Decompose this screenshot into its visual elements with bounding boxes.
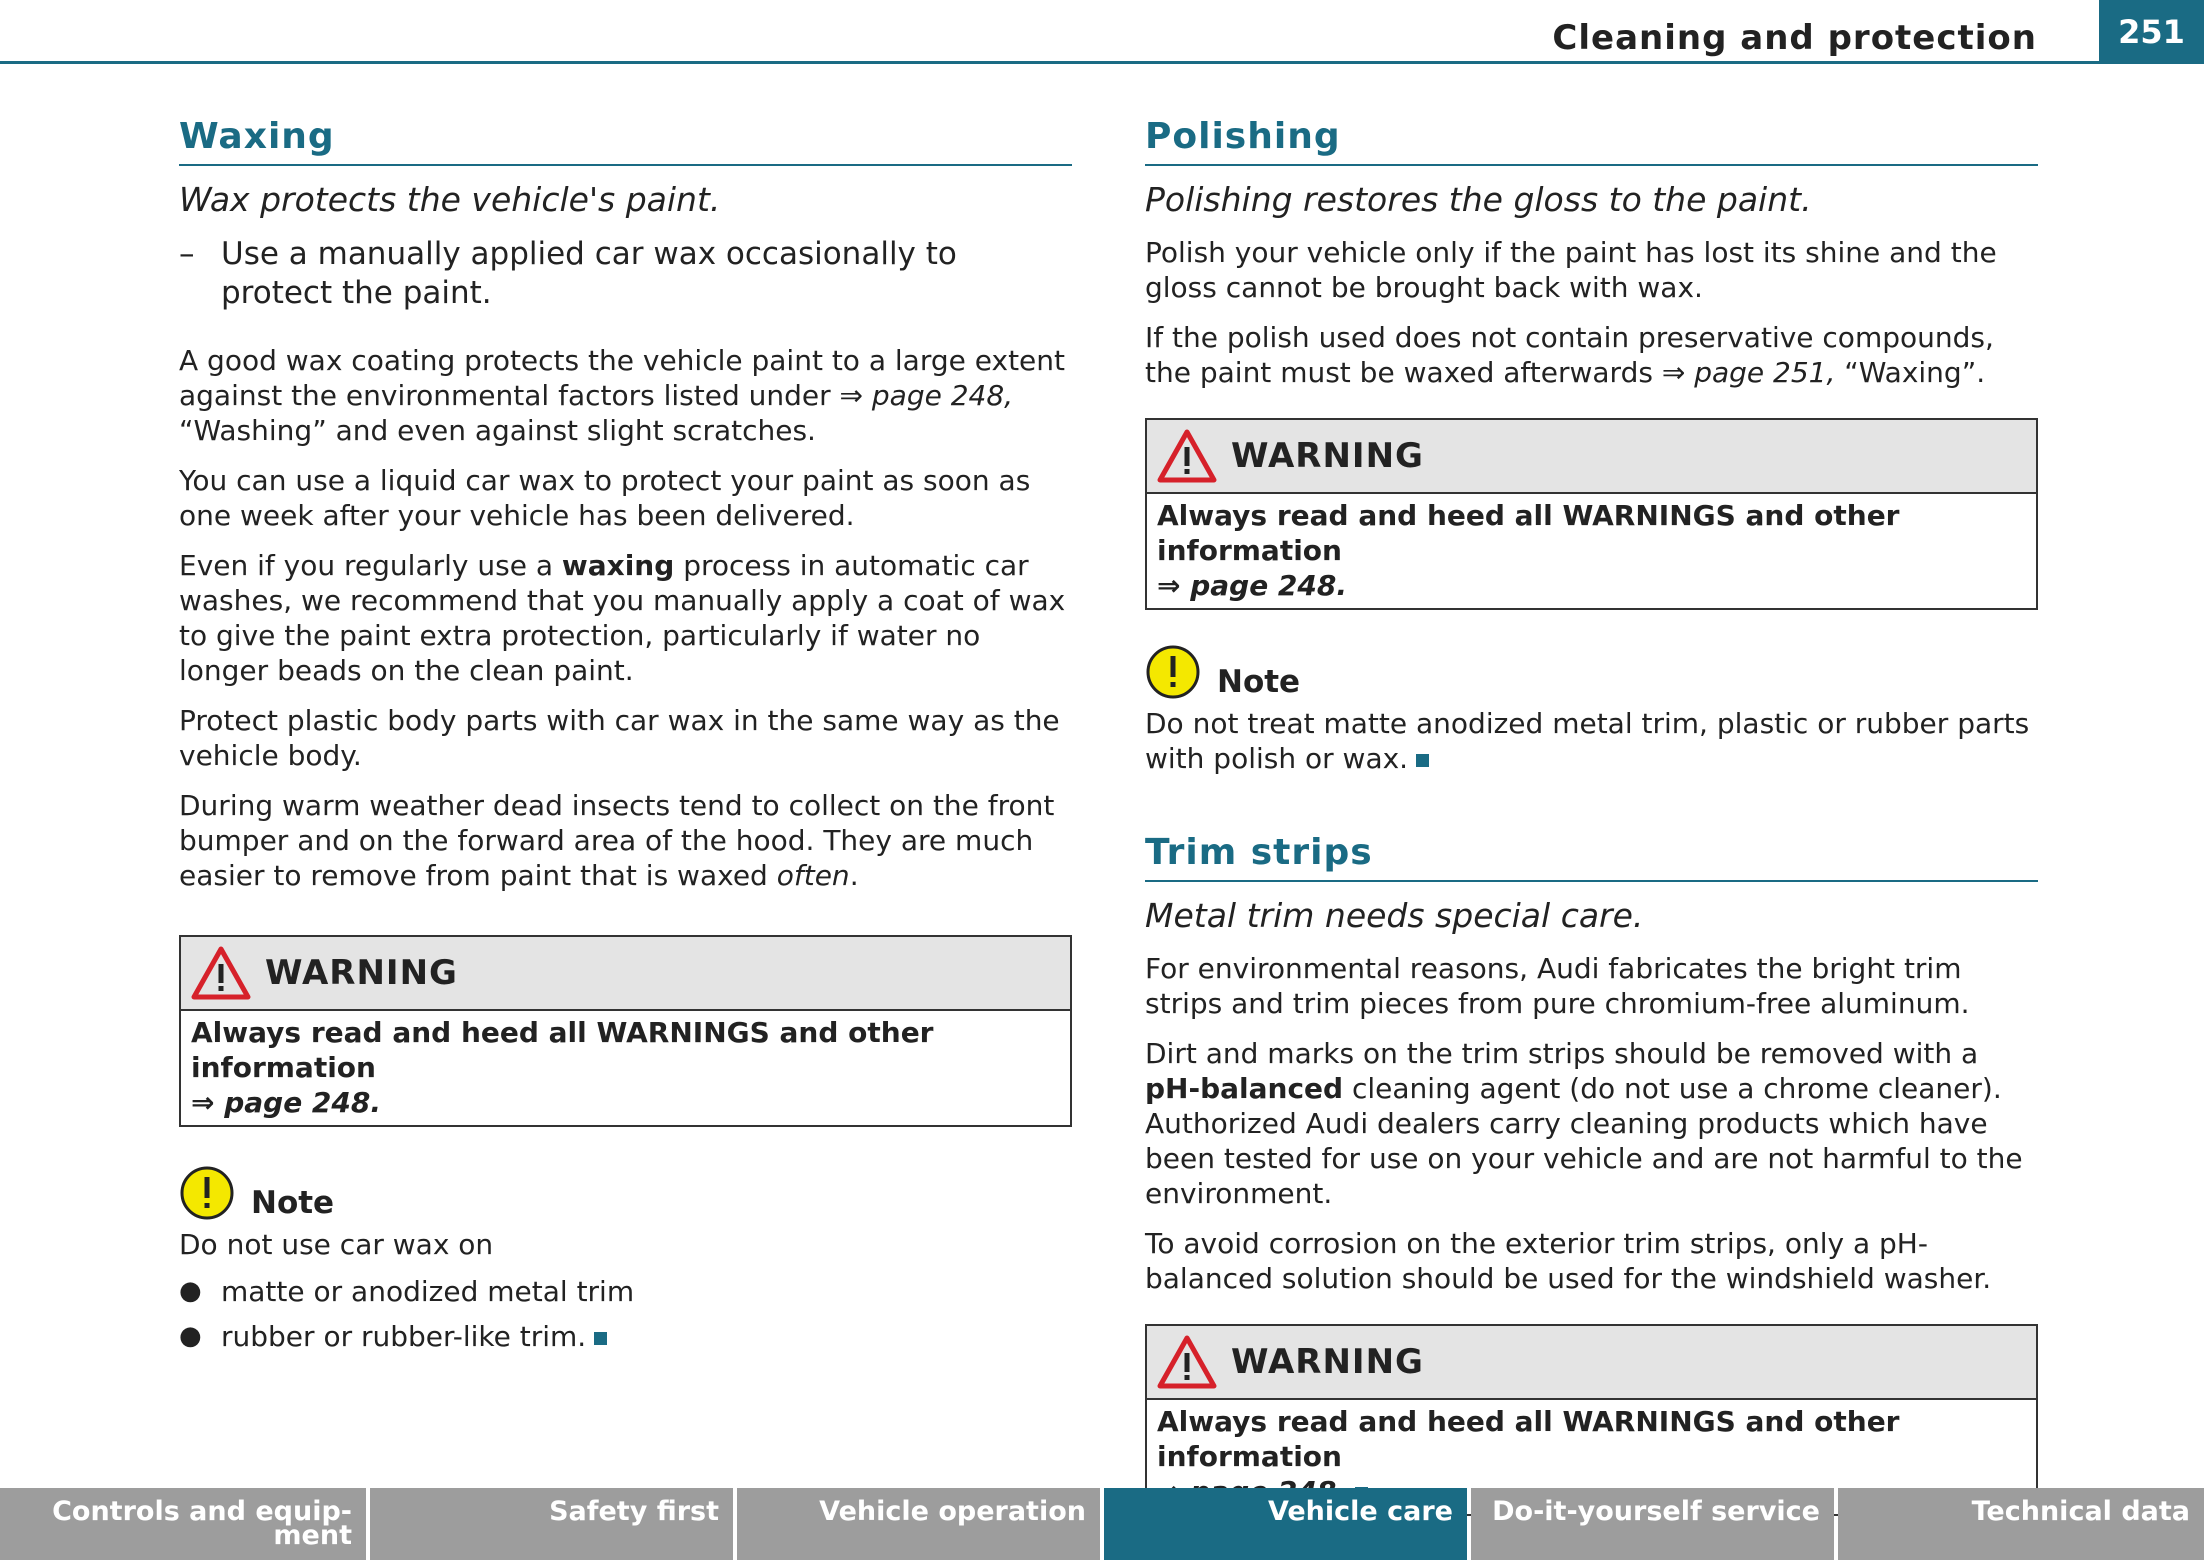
polishing-heading: Polishing	[1145, 112, 2038, 166]
polishing-subtitle: Polishing restores the gloss to the paint.	[1145, 180, 1812, 219]
tab-vehicle-care[interactable]: Vehicle care	[1104, 1488, 1467, 1560]
polishing-paragraph-2: If the polish used does not contain preservative compounds, the paint must be waxed afterwards ⇒ page 251, “Waxing”.	[1145, 321, 1994, 389]
warning-title: WARNING	[265, 953, 458, 993]
note-exclamation-icon	[179, 1165, 235, 1221]
warning-title: WARNING	[1231, 1342, 1424, 1382]
right-column	[1145, 112, 2038, 1516]
note-exclamation-icon	[1145, 644, 1201, 700]
note-title: Note	[1217, 664, 1301, 700]
warning-body: Always read and heed all WARNINGS and other information ⇒ page 248.	[181, 1011, 1070, 1125]
waxing-step	[179, 235, 1072, 313]
page-ref-link[interactable]: ⇒ page 248,	[839, 379, 1014, 412]
waxing-paragraph-2: You can use a liquid car wax to protect your paint as soon as one week after your vehicle has been delivered.	[179, 464, 1031, 532]
end-marker-icon	[594, 1332, 607, 1345]
end-marker-icon	[1416, 754, 1429, 767]
waxing-subtitle: Wax protects the vehicle's paint.	[179, 180, 721, 219]
warning-triangle-icon	[191, 945, 251, 1001]
waxing-step-text: Use a manually applied car wax occasionally to protect the paint.	[221, 236, 957, 311]
polishing-note-header	[1145, 644, 2038, 700]
warning-header	[1147, 420, 2036, 494]
step-dash: –	[179, 236, 195, 272]
bullet-dot: ●	[179, 1321, 202, 1351]
polishing-paragraph-1: Polish your vehicle only if the paint has lost its shine and the gloss cannot be brought back with wax.	[1145, 236, 1997, 304]
tab-vehicle-operation[interactable]: Vehicle operation	[737, 1488, 1100, 1560]
warning-title: WARNING	[1231, 436, 1424, 476]
warning-header	[1147, 1326, 2036, 1400]
waxing-paragraph-5: During warm weather dead insects tend to collect on the front bumper and on the forward area of the hood. They are much easier to remove from paint that is waxed often.	[179, 789, 1055, 892]
chapter-nav	[0, 1488, 2204, 1560]
waxing-paragraph-4: Protect plastic body parts with car wax in the same way as the vehicle body.	[179, 704, 1060, 772]
polishing-warning-box	[1145, 418, 2038, 610]
polishing-note-text: Do not treat matte anodized metal trim, plastic or rubber parts with polish or wax.	[1145, 707, 2030, 775]
waxing-paragraph-3: Even if you regularly use a waxing process in automatic car washes, we recommend that you manually apply a coat of wax to give the paint extra protection, particularly if water no longer beads on the clean paint.	[179, 549, 1066, 687]
trim-paragraph-2: Dirt and marks on the trim strips should be removed with a pH-balanced cleaning agent (do not use a chrome cleaner). Authorized Audi dealers carry cleaning products which have been tested for use on your vehicle and are not harmful to the environment.	[1145, 1037, 2023, 1210]
warning-triangle-icon	[1157, 428, 1217, 484]
list-item: ● matte or anodized metal trim	[179, 1275, 635, 1308]
trim-paragraph-1: For environmental reasons, Audi fabricates the bright trim strips and trim pieces from pure chromium-free aluminum.	[1145, 952, 1970, 1020]
page-ref-link[interactable]: ⇒ page 251,	[1661, 356, 1836, 389]
note-intro: Do not use car wax on	[179, 1228, 494, 1261]
tab-do-it-yourself-service[interactable]: Do-it-yourself service	[1471, 1488, 1834, 1560]
waxing-warning-box	[179, 935, 1072, 1127]
note-bullet-list	[179, 1274, 1072, 1354]
bullet-dot: ●	[179, 1276, 202, 1306]
tab-technical-data[interactable]: Technical data	[1838, 1488, 2204, 1560]
list-item: ● rubber or rubber-like trim.	[179, 1319, 1072, 1354]
warning-page-ref[interactable]: ⇒ page 248.	[1157, 569, 1348, 602]
warning-page-ref[interactable]: ⇒ page 248.	[191, 1086, 382, 1119]
waxing-paragraph-1: A good wax coating protects the vehicle paint to a large extent against the environmental factors listed under ⇒ page 248, “Washing” and even against slight scratches.	[179, 344, 1065, 447]
tab-controls-and-equipment[interactable]: Controls and equip- ment	[0, 1488, 366, 1560]
header-rule	[0, 61, 2204, 64]
warning-body: Always read and heed all WARNINGS and other information ⇒ page 248.	[1147, 494, 2036, 608]
trim-paragraph-3: To avoid corrosion on the exterior trim strips, only a pH-balanced solution should be used for the windshield washer.	[1145, 1227, 1992, 1295]
warning-triangle-icon	[1157, 1334, 1217, 1390]
note-title: Note	[251, 1185, 335, 1221]
page-title: Cleaning and protection	[1552, 18, 2037, 58]
waxing-note-header	[179, 1165, 1072, 1221]
warning-header	[181, 937, 1070, 1011]
trim-heading: Trim strips	[1145, 828, 2038, 882]
waxing-heading: Waxing	[179, 112, 1072, 166]
page-number: 251	[2099, 0, 2204, 64]
trim-subtitle: Metal trim needs special care.	[1145, 896, 1644, 935]
warning-body: Always read and heed all WARNINGS and other information	[1147, 1400, 2036, 1514]
left-column	[179, 112, 1072, 1364]
tab-safety-first[interactable]: Safety first	[370, 1488, 733, 1560]
